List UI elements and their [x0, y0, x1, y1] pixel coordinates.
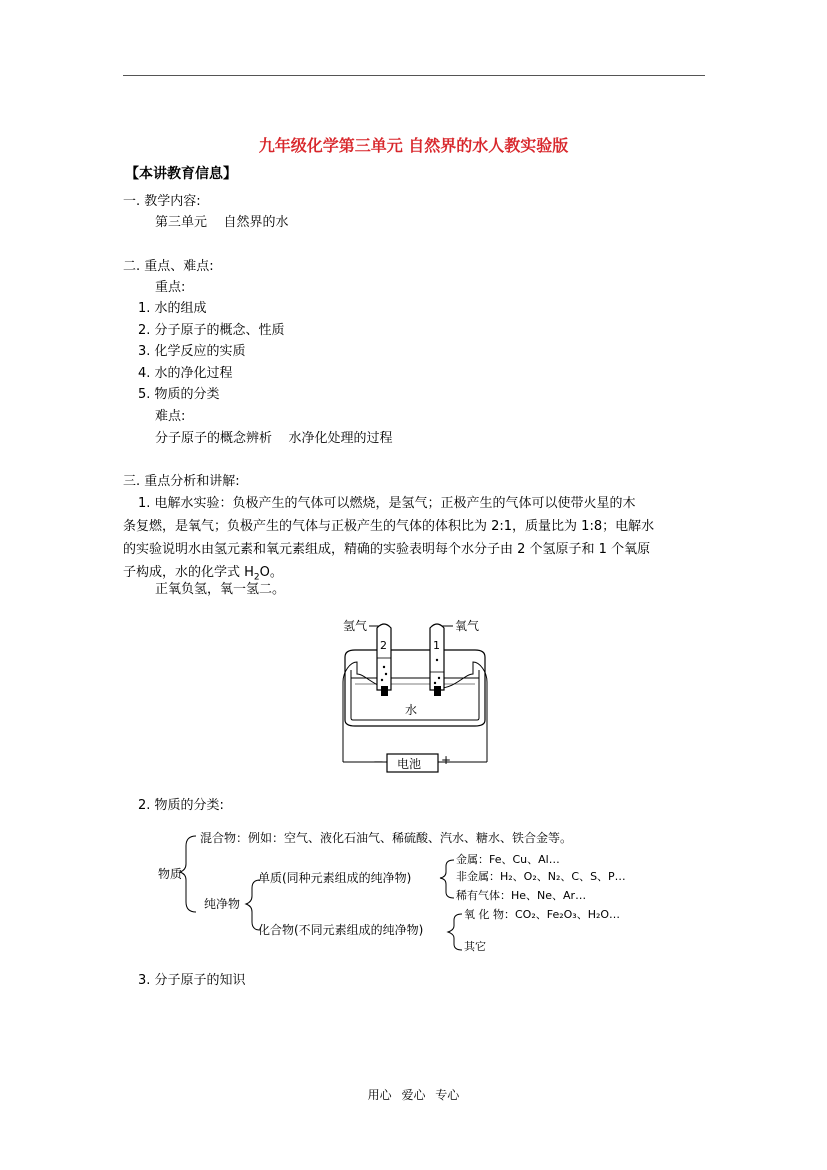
mixture-label: 混合物：例如：空气、液化石油气、稀硫酸、汽水、糖水、铁合金等。 [200, 831, 573, 845]
key-point: 2. 分子原子的概念、性质 [138, 323, 285, 338]
formula-subscript: 2 [253, 572, 260, 583]
root-label: 物质 [158, 867, 183, 881]
bubble [385, 673, 387, 675]
compound-label: 化合物(不同元素组成的纯净物) [258, 923, 424, 937]
s3-heading: 三. 重点分析和讲解: [123, 474, 240, 489]
section-header: 【本讲教育信息】 [125, 166, 237, 182]
electrolysis-figure [335, 612, 495, 777]
element-label: 单质(同种元素组成的纯净物) [258, 871, 412, 885]
key-point: 4. 水的净化过程 [138, 366, 233, 381]
classification-diagram [150, 822, 690, 957]
item2-heading: 2. 物质的分类: [138, 798, 224, 813]
hydrogen-label: 氢气 [343, 619, 368, 633]
test-tube-left [377, 624, 391, 690]
s1-body: 第三单元 自然界的水 [155, 215, 289, 230]
element-brace [440, 860, 454, 898]
oxygen-label: 氧气 [455, 619, 480, 633]
noble-gas-label: 稀有气体：He、Ne、Ar… [456, 889, 587, 902]
electrolysis-paragraph [123, 492, 705, 590]
bubble [438, 677, 440, 679]
bubble [436, 659, 438, 661]
difficult-label: 难点: [155, 409, 186, 424]
root-brace [180, 836, 196, 912]
header-rule [123, 75, 705, 76]
page-footer: 用心 爱心 专心 [367, 1088, 460, 1102]
bubble [434, 682, 436, 684]
pure-label: 纯净物 [204, 897, 241, 911]
electrode-left [381, 686, 388, 696]
key-label: 重点: [155, 280, 186, 295]
plus-sign: + [441, 753, 452, 767]
mnemonic: 正氧负氢，氧一氢二。 [155, 582, 286, 597]
paragraph-line: 的实验说明水由氢元素和氧元素组成，精确的实验表明每个水分子由 2 个氢原子和 1 个氧原 [123, 542, 651, 557]
other-label: 其它 [464, 940, 486, 953]
formula-text: 子构成，水的化学式 H [123, 565, 254, 580]
water-label: 水 [405, 703, 418, 717]
s2-heading: 二. 重点、难点: [123, 259, 214, 274]
oxide-label: 氧 化 物：CO₂、Fe₂O₃、H₂O… [464, 908, 621, 921]
electrode-right [434, 686, 441, 696]
key-point: 1. 水的组成 [138, 301, 207, 316]
difficult-body: 分子原子的概念辨析 水净化处理的过程 [155, 431, 393, 446]
bubble [381, 679, 383, 681]
paragraph-line: 条复燃，是氧气；负极产生的气体与正极产生的气体的体积比为 2:1，质量比为 1:8；电解水 [123, 519, 655, 534]
s1-heading: 一. 教学内容: [123, 194, 201, 209]
key-point: 3. 化学反应的实质 [138, 344, 246, 359]
paragraph-line: 1. 电解水实验：负极产生的气体可以燃烧，是氢气；正极产生的气体可以使带火星的木 [138, 496, 636, 511]
compound-brace [448, 914, 462, 950]
document-title: 九年级化学第三单元 自然界的水人教实验版 [258, 136, 569, 155]
formula-suffix: O。 [259, 565, 283, 580]
key-point: 5. 物质的分类 [138, 387, 220, 402]
metal-label: 金属：Fe、Cu、Al… [456, 853, 560, 866]
nonmetal-label: 非金属：H₂、O₂、N₂、C、S、P… [456, 870, 626, 883]
battery-label: 电池 [397, 757, 422, 771]
test-tube-right [430, 624, 444, 690]
tube-left-number: 2 [380, 639, 387, 652]
bubble [383, 666, 385, 668]
tube-right-number: 1 [433, 639, 440, 652]
item3-heading: 3. 分子原子的知识 [138, 973, 246, 988]
minus-sign: − [373, 755, 384, 770]
